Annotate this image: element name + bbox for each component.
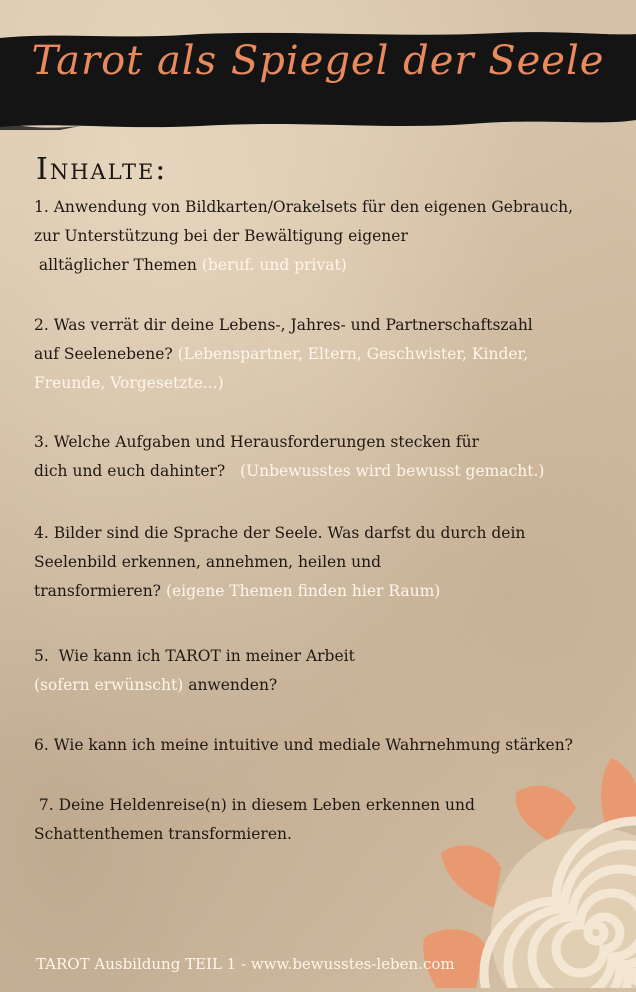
list-item-1 [34,193,632,280]
item-highlight: (Unbewusstes wird bewusst gemacht.) [240,462,545,480]
item-text: auf Seelenebene? [34,345,178,363]
item-text: 4. Bilder sind die Sprache der Seele. Was darfst du durch dein [34,524,526,542]
item-highlight: (sofern erwünscht) [34,676,184,694]
list-item-2 [34,311,632,398]
item-text: Schattenthemen transformieren. [34,825,292,843]
item-highlight: (Lebenspartner, Eltern, Geschwister, Kinder, [177,345,529,363]
item-text: 7. Deine Heldenreise(n) in diesem Leben erkennen und [34,796,475,814]
item-text: 1. Anwendung von Bildkarten/Orakelsets für den eigenen Gebrauch, [34,198,574,216]
item-text: 6. Wie kann ich meine intuitive und mediale Wahrnehmung stärken? [34,736,573,754]
section-heading: Inhalte: [36,152,168,187]
page-title: Tarot als Spiegel der Seele [31,38,605,84]
item-text: 3. Welche Aufgaben und Herausforderungen stecken für [34,433,480,451]
list-item-4 [34,519,632,606]
item-text: 5. Wie kann ich TAROT in meiner Arbeit [34,647,355,665]
item-highlight: Freunde, Vorgesetzte...) [34,374,224,392]
list-item-3 [34,428,632,486]
item-highlight: (beruf. und privat) [201,256,347,274]
item-text: transformieren? [34,582,166,600]
item-text: dich und euch dahinter? [34,462,241,480]
list-item-6 [34,731,632,760]
footer-text: TAROT Ausbildung TEIL 1 - www.bewusstes-leben.com [36,955,455,973]
item-text: alltäglicher Themen [34,256,202,274]
item-text: anwenden? [183,676,278,694]
item-highlight: (eigene Themen finden hier Raum) [165,582,441,600]
item-text: zur Unterstützung bei der Bewältigung eigener [34,227,408,245]
list-item-5 [34,642,632,700]
item-text: Seelenbild erkennen, annehmen, heilen und [34,553,381,571]
item-text: 2. Was verrät dir deine Lebens-, Jahres- und Partnerschaftszahl [34,316,533,334]
